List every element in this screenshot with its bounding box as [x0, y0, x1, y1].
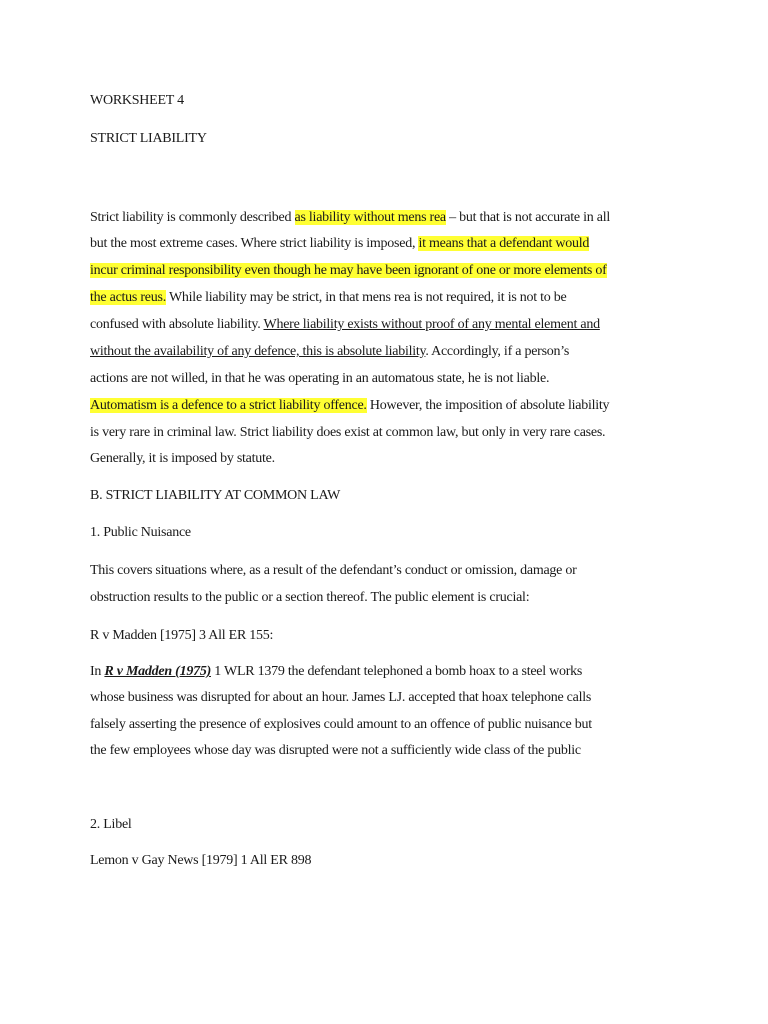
subheading-public-nuisance: 1. Public Nuisance: [90, 525, 191, 540]
intro-line-10: Generally, it is imposed by statute.: [90, 451, 275, 466]
intro-line-3: [90, 262, 607, 280]
case-citation-madden: R v Madden [1975] 3 All ER 155:: [90, 628, 274, 643]
public-nuisance-line-1: This covers situations where, as a result of the defendant’s conduct or omission, damage or: [90, 563, 577, 578]
intro-line-8: [90, 397, 609, 415]
intro-line-7: actions are not willed, in that he was operating in an automatous state, he is not liable.: [90, 371, 550, 386]
madden-line-4: the few employees whose day was disrupted were not a sufficiently wide class of the public: [90, 743, 581, 758]
text-run: but the most extreme cases. Where strict liability is imposed,: [90, 236, 419, 251]
subheading-libel: 2. Libel: [90, 817, 132, 832]
text-run: However, the imposition of absolute liability: [366, 398, 610, 413]
intro-line-9: is very rare in criminal law. Strict liability does exist at common law, but only in very rare cases.: [90, 425, 606, 440]
intro-line-1: [90, 209, 610, 227]
text-run: While liability may be strict, in that mens rea is not required, it is not to be: [165, 290, 567, 305]
intro-line-2: [90, 235, 589, 253]
text-run: . Accordingly, if a person’s: [425, 344, 570, 359]
highlight-text: as liability without mens rea: [294, 210, 446, 225]
text-run: In: [90, 664, 105, 679]
highlight-text: incur criminal responsibility even though he may have been ignorant of one or more elements of: [90, 263, 607, 278]
text-run: confused with absolute liability.: [90, 317, 264, 332]
text-run: – but that is not accurate in all: [445, 210, 611, 225]
madden-line-1: [90, 663, 582, 681]
underlined-text: Where liability exists without proof of any mental element and: [263, 317, 600, 332]
text-run: Strict liability is commonly described: [90, 210, 295, 225]
madden-line-2: whose business was disrupted for about an hour. James LJ. accepted that hoax telephone calls: [90, 690, 592, 705]
underlined-text: without the availability of any defence, this is absolute liability: [90, 344, 426, 359]
section-b-title: B. STRICT LIABILITY AT COMMON LAW: [90, 488, 341, 503]
topic-heading: STRICT LIABILITY: [90, 131, 207, 146]
case-name-link[interactable]: R v Madden (1975): [104, 664, 211, 679]
worksheet-heading: WORKSHEET 4: [90, 93, 184, 108]
madden-line-3: falsely asserting the presence of explosives could amount to an offence of public nuisance but: [90, 717, 592, 732]
case-citation-lemon: Lemon v Gay News [1979] 1 All ER 898: [90, 853, 312, 868]
text-run: 1 WLR 1379 the defendant telephoned a bomb hoax to a steel works: [211, 664, 583, 679]
intro-line-5: [90, 316, 600, 334]
public-nuisance-line-2: obstruction results to the public or a section thereof. The public element is crucial:: [90, 590, 530, 605]
highlight-text: it means that a defendant would: [418, 236, 590, 251]
highlight-text: the actus reus.: [90, 290, 166, 305]
intro-line-6: [90, 343, 569, 361]
intro-line-4: [90, 289, 567, 307]
highlight-text: Automatism is a defence to a strict liability offence.: [90, 398, 367, 413]
